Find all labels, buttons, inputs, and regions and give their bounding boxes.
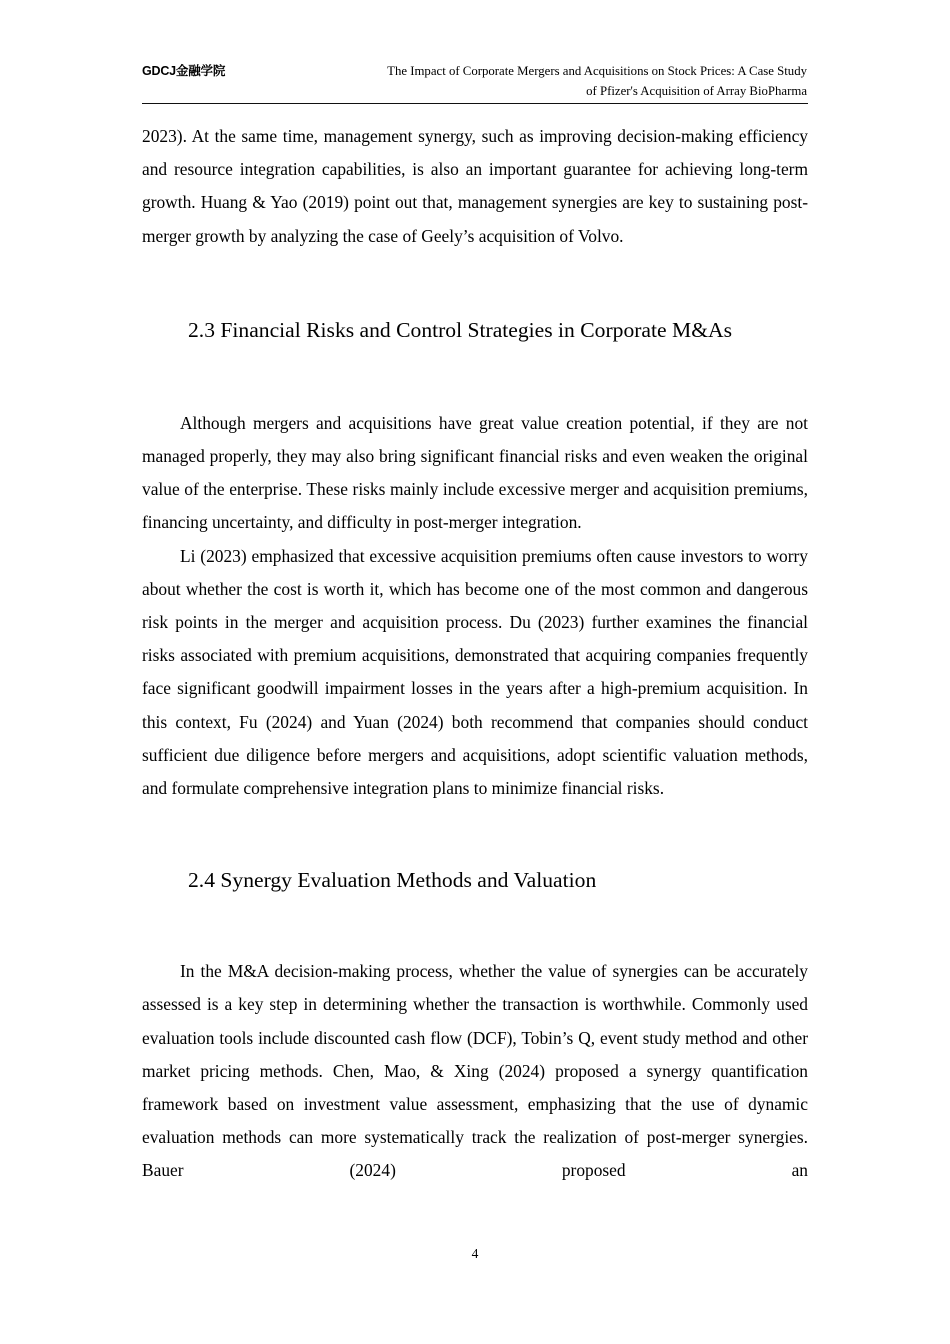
spacer-before-heading-2-3 [142,253,808,315]
page-header [142,62,808,112]
header-divider-rule [142,103,808,104]
page-number: 4 [471,1246,479,1261]
spacer-after-heading-2-4 [142,895,808,955]
section-heading-2-3: 2.3 Financial Risks and Control Strategies in Corporate M&As [188,317,732,342]
paragraph-synergy-evaluation: In the M&A decision-making process, whether the value of synergies can be accurately assessed is a key step in determining whether the transaction is worthwhile. Commonly used evaluation tools include discounted cash flow (DCF), Tobin’s Q, event study method and other market pricing methods. Chen, Mao, & Xing (2024) proposed a synergy quantification framework based on investment value assessment, emphasizing that the use of dynamic evaluation methods can more systematically track the realization of post-merger synergies. Bauer (2024) proposed an [142,961,808,1181]
running-title-line-1: The Impact of Corporate Mergers and Acquisitions on Stock Prices: A Case Study [387,64,807,78]
section-heading-2-4: 2.4 Synergy Evaluation Methods and Valuation [188,868,597,893]
paragraph-financial-risks-overview: Although mergers and acquisitions have great value creation potential, if they are not managed properly, they may also bring significant financial risks and even weaken the original value of the enterprise. These risks mainly include excessive merger and acquisition premiums, financing uncertainty, and difficulty in post-merger integration. [142,412,808,533]
page-content [142,120,808,1221]
page-footer [0,1245,950,1263]
spacer-before-heading-2-4 [142,805,808,865]
paragraph-continued-from-previous-page: 2023). At the same time, management synergy, such as improving decision-making efficiency and resource integration capabilities, is also an important guarantee for achieving long-term growth. Huang & Yao (2019) point out that, management synergies are key to sustaining post-merger growth by analyzing the case of Geely’s acquisition of Volvo. [142,126,808,246]
paragraph-acquisition-premium-risks: Li (2023) emphasized that excessive acquisition premiums often cause investors to worry about whether the cost is worth it, which has become one of the most common and dangerous risk points in the merger and acquisition process. Du (2023) further examines the financial risks associated with premium acquisitions, demonstrated that acquiring companies frequently face significant goodwill impairment losses in the years after a high-premium acquisition. In this context, Fu (2024) and Yuan (2024) both recommend that companies should conduct sufficient due diligence before mergers and acquisitions, adopt scientific valuation methods, and formulate comprehensive integration plans to minimize financial risks. [142,545,808,799]
institution-logo-text: GDCJ金融学院 [142,64,226,78]
running-title-line-2: of Pfizer's Acquisition of Array BioPharma [586,83,807,98]
spacer-after-heading-2-3 [142,345,808,407]
running-title [282,62,808,102]
header-row [142,62,808,102]
